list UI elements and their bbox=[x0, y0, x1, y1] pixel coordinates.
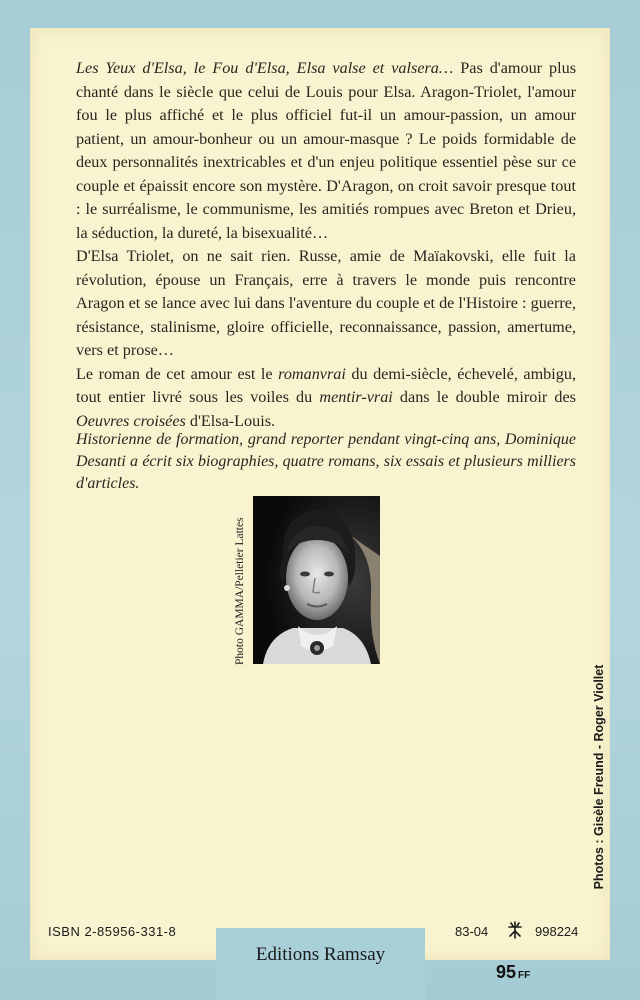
blurb-paragraph-2: D'Elsa Triolet, on ne sait rien. Russe, amie de Maïakovski, elle fuit la révolution, épouse un Français, erre à travers le monde puis rencontre Aragon et se lance avec lui dans l'aventure du couple et de l'Histoire : guerre, résistance, stalinisme, gloire officielle, reconnaissance, passion, amertume, vers et prose… bbox=[76, 247, 576, 359]
photo-credit-text: Photo GAMMA/Pelletier Lattes bbox=[234, 517, 246, 665]
publisher-name: Editions Ramsay bbox=[255, 944, 386, 965]
blurb-italic-romanvrai: romanvrai bbox=[278, 364, 346, 383]
blurb-text-1: Pas d'amour plus chanté dans le siècle que celui de Louis pour Elsa. Aragon-Triolet, l'amour fou le plus affiché et le plus officiel fut-il un amour-passion, un amour patient, un amour-bonheur ou un amour-masque ? Le poids formidable de deux personnalités inextricables et d'un enjeu politique essentiel pèse sur ce couple et épaissit encore son mystère. D'Aragon, on croit savoir presque tout : le surréalisme, le communisme, les amitiés rompues avec Breton et Drieu, la séduction, la dureté, la bisexualité… bbox=[76, 59, 576, 242]
photo-credit-vertical bbox=[232, 497, 252, 665]
back-cover-blurb bbox=[76, 57, 576, 433]
price-value: 95 bbox=[496, 962, 517, 982]
photos-credit-text: Photos : Gisèle Freund - Roger Viollet bbox=[592, 664, 606, 890]
reference-number: 998224 bbox=[535, 924, 579, 939]
author-portrait bbox=[253, 496, 380, 664]
photos-credit-vertical bbox=[588, 650, 610, 904]
blurb-italic-oeuvres: Oeuvres croisées bbox=[76, 411, 186, 430]
blurb-text-3a: Le roman de cet amour est le bbox=[76, 364, 279, 383]
blurb-text-3d: d'Elsa-Louis. bbox=[185, 411, 276, 430]
blurb-title-list: Les Yeux d'Elsa, le Fou d'Elsa, Elsa valse et valsera… bbox=[76, 59, 454, 77]
blurb-text-3b: du demi-siècle, échevelé, ambigu, tout entier livré sous les voiles du bbox=[76, 364, 576, 406]
publisher-mark-icon bbox=[505, 920, 525, 940]
isbn: ISBN 2-85956-331-8 bbox=[48, 924, 177, 939]
blurb-italic-mentir-vrai: mentir-vrai bbox=[319, 388, 393, 406]
price-unit: FF bbox=[518, 970, 531, 981]
blurb-text-3c: dans le double miroir des bbox=[392, 388, 576, 406]
blurb-paragraph-3 bbox=[76, 363, 576, 434]
blurb-paragraph-1 bbox=[76, 57, 576, 245]
price bbox=[496, 962, 530, 983]
author-bio: Historienne de formation, grand reporter pendant vingt-cinq ans, Dominique Desanti a écrit six biographies, quatre romans, six essais et plusieurs milliers d'articles. bbox=[76, 431, 576, 492]
catalog-code: 83-04 bbox=[455, 924, 489, 939]
